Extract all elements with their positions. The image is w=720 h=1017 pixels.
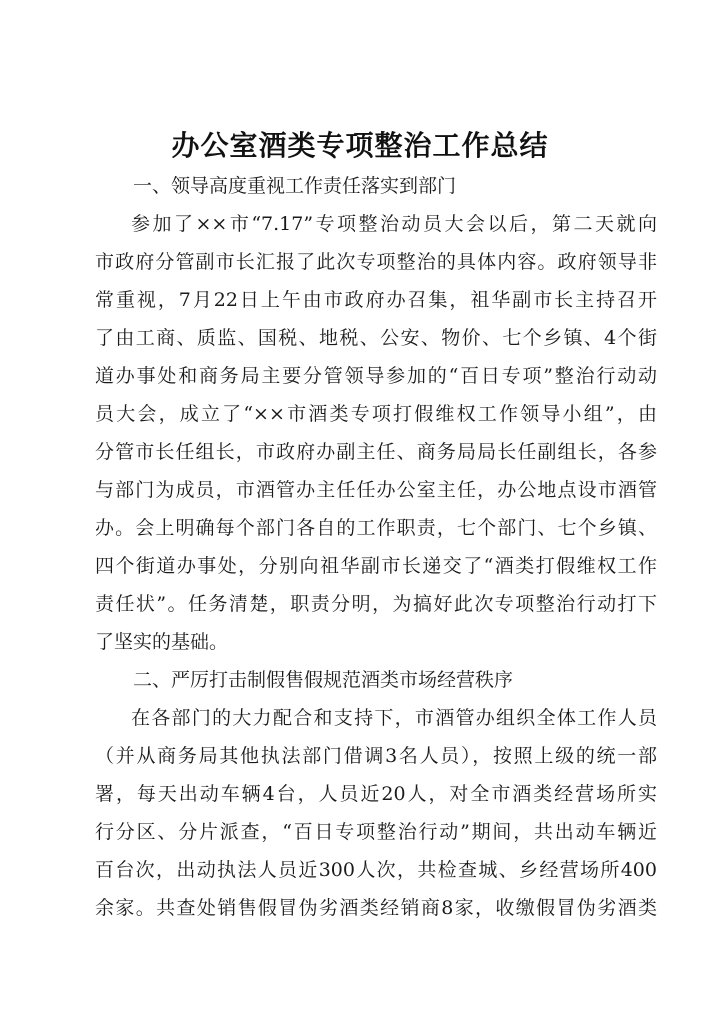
paragraph-line: 常重视，7月22日上午由市政府办召集，祖华副市长主持召开 <box>95 289 657 311</box>
paragraph-line: 参加了××市“7.17”专项整治动员大会以后，第二天就向 <box>131 213 657 235</box>
paragraph-line: （并从商务局其他执法部门借调3名人员），按照上级的统一部 <box>95 745 657 767</box>
paragraph-line: 了坚实的基础。 <box>95 631 229 653</box>
paragraph-line: 员大会，成立了“××市酒类专项打假维权工作领导小组”，由 <box>95 403 657 425</box>
section-heading-2: 二、严厉打击制假售假规范酒类市场经营秩序 <box>133 669 514 691</box>
paragraph-line: 与部门为成员，市酒管办主任任办公室主任，办公地点设市酒管 <box>95 479 657 501</box>
paragraph-line: 分管市长任组长，市政府办副主任、商务局局长任副组长，各参 <box>95 441 657 463</box>
paragraph-line: 责任状”。任务清楚，职责分明，为搞好此次专项整治行动打下 <box>95 593 657 615</box>
paragraph-line: 了由工商、质监、国税、地税、公安、物价、七个乡镇、4个街 <box>95 327 657 349</box>
paragraph-line: 道办事处和商务局主要分管领导参加的“百日专项”整治行动动 <box>95 365 657 387</box>
section-heading-1: 一、领导高度重视工作责任落实到部门 <box>133 175 457 197</box>
paragraph-line: 市政府分管副市长汇报了此次专项整治的具体内容。政府领导非 <box>95 251 657 273</box>
document-title: 办公室酒类专项整治工作总结 <box>171 129 549 162</box>
paragraph-line: 署，每天出动车辆4台，人员近20人，对全市酒类经营场所实 <box>95 783 657 805</box>
paragraph-line: 办。会上明确每个部门各自的工作职责，七个部门、七个乡镇、 <box>95 517 657 539</box>
paragraph-line: 在各部门的大力配合和支持下，市酒管办组织全体工作人员 <box>131 707 657 729</box>
paragraph-line: 行分区、分片派查，“百日专项整治行动”期间，共出动车辆近 <box>95 821 657 843</box>
paragraph-line: 余家。共查处销售假冒伪劣酒类经销商8家，收缴假冒伪劣酒类 <box>95 897 657 919</box>
paragraph-line: 四个街道办事处，分别向祖华副市长递交了“酒类打假维权工作 <box>95 555 657 577</box>
paragraph-line: 百台次，出动执法人员近300人次，共检查城、乡经营场所400 <box>95 859 657 881</box>
